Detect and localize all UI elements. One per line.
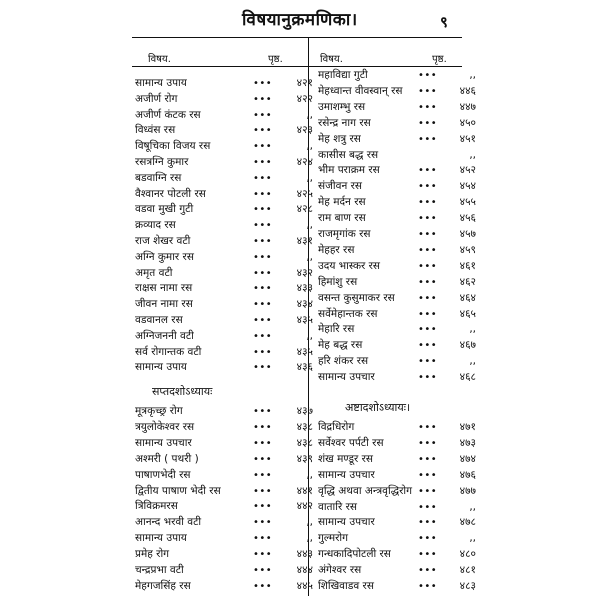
toc-entry-leader: ••• xyxy=(253,346,273,358)
toc-entry xyxy=(135,404,313,419)
left-col-subject-heading: विषय. xyxy=(148,54,171,65)
toc-entry-title: सामान्य उपचार xyxy=(318,516,375,529)
toc-entry xyxy=(135,547,313,562)
toc-entry-page: ४३२ xyxy=(296,266,313,279)
toc-entry-title: अग्निजननी वटी xyxy=(135,329,194,342)
toc-entry xyxy=(135,297,313,312)
toc-entry xyxy=(318,227,476,242)
toc-entry-leader: ••• xyxy=(418,453,438,465)
toc-entry-title: राक्षस नामा रस xyxy=(135,282,193,295)
toc-entry-title: सामान्य उपचार xyxy=(318,468,375,481)
toc-entry-page: ४५२ xyxy=(459,164,476,177)
toc-entry xyxy=(135,436,313,451)
toc-entry-title: रसत्रग्नि कुमार xyxy=(135,156,189,168)
toc-entry-title: गन्धकादिपोटली रस xyxy=(318,548,391,561)
toc-entry-title: राजमृगांक रस xyxy=(318,228,371,240)
toc-entry-leader: ••• xyxy=(418,356,438,368)
toc-entry-page: ४७७ xyxy=(459,484,476,497)
toc-entry xyxy=(318,291,476,306)
toc-entry-title: सामान्य उपाय xyxy=(135,361,187,374)
toc-entry xyxy=(318,579,476,594)
toc-entry-page: ४४५ xyxy=(296,579,313,592)
toc-entry xyxy=(135,281,313,296)
toc-entry xyxy=(135,563,313,578)
toc-entry xyxy=(318,452,476,467)
toc-entry xyxy=(318,307,476,322)
toc-entry-leader: ••• xyxy=(253,565,273,576)
toc-entry-leader: ••• xyxy=(418,565,438,577)
toc-entry-title: मेहहर रस xyxy=(318,243,355,256)
toc-entry xyxy=(135,329,313,344)
toc-entry-page: ४७६ xyxy=(459,468,476,481)
toc-entry xyxy=(135,531,313,546)
toc-entry-page: ४२२ xyxy=(296,92,313,105)
toc-entry-page: ४४४ xyxy=(296,564,313,576)
toc-entry-page: ४५१ xyxy=(459,132,476,145)
toc-entry-title: राम बाण रस xyxy=(318,212,366,225)
toc-entry-leader: ••• xyxy=(253,78,273,89)
toc-entry-page: ,, xyxy=(469,148,476,161)
toc-entry-title: सामान्य उपचार xyxy=(318,371,375,384)
toc-entry-leader: ••• xyxy=(418,181,438,193)
toc-entry-page: ४६८ xyxy=(459,371,476,384)
toc-entry-leader: ••• xyxy=(418,324,438,336)
toc-entry-title: हरि शंकर रस xyxy=(318,355,369,368)
toc-entry xyxy=(318,436,476,451)
toc-entry-leader: ••• xyxy=(253,549,273,561)
toc-entry-title: आनन्द भरवी वटी xyxy=(135,516,202,529)
toc-entry-leader: ••• xyxy=(253,125,273,137)
toc-entry-page: ४७४ xyxy=(459,452,476,465)
toc-entry-page: ४७३ xyxy=(459,436,476,449)
toc-entry-page: ४४२ xyxy=(296,500,313,513)
toc-entry-title: चन्द्रप्रभा वटी xyxy=(135,564,184,576)
toc-entry-leader: ••• xyxy=(418,260,438,272)
toc-entry-title: मेह बद्ध रस xyxy=(318,339,363,352)
toc-entry-leader: ••• xyxy=(253,453,273,465)
toc-entry-leader: ••• xyxy=(418,101,438,113)
toc-entry xyxy=(318,195,476,210)
toc-entry xyxy=(318,68,476,83)
toc-entry-page: ४५९ xyxy=(459,243,476,256)
toc-entry-leader: ••• xyxy=(253,236,273,247)
toc-entry-page: ४२४ xyxy=(296,156,313,168)
toc-entry xyxy=(135,108,313,123)
right-col-page-heading: पृष्ठ. xyxy=(432,54,447,65)
toc-entry-leader: ••• xyxy=(253,220,273,232)
toc-entry-leader: ••• xyxy=(418,340,438,352)
toc-entry xyxy=(135,218,313,233)
toc-entry-leader: ••• xyxy=(418,533,438,545)
toc-entry-leader: ••• xyxy=(418,117,438,129)
toc-entry xyxy=(135,452,313,467)
toc-entry-title: उमाशम्भु रस xyxy=(318,100,366,113)
toc-entry-leader: ••• xyxy=(418,501,438,513)
toc-entry-page: ४४६ xyxy=(459,84,476,97)
toc-entry xyxy=(135,313,313,328)
toc-entry-title: प्रमेह रोग xyxy=(135,548,170,561)
toc-entry xyxy=(318,370,476,385)
toc-entry-leader: ••• xyxy=(253,517,273,529)
toc-entry-title: अश्मरी ( पथरी ) xyxy=(135,452,199,465)
toc-entry-page: ४३१ xyxy=(296,235,313,247)
toc-entry-leader: ••• xyxy=(253,267,273,279)
toc-entry-page: ,, xyxy=(306,532,313,545)
toc-entry-page: ,, xyxy=(306,468,313,481)
toc-entry-leader: ••• xyxy=(418,85,438,97)
toc-entry xyxy=(318,179,476,194)
toc-entry xyxy=(318,163,476,178)
toc-entry-page: ४२५ xyxy=(296,187,313,200)
toc-entry-leader: ••• xyxy=(253,141,273,153)
toc-entry-leader: ••• xyxy=(253,283,273,295)
toc-entry-title: मेहगजसिंह रस xyxy=(135,579,191,592)
toc-entry-page: ४६४ xyxy=(459,291,476,304)
toc-entry-page: ४६१ xyxy=(459,259,476,272)
toc-entry-page: ४३७ xyxy=(296,405,313,417)
toc-entry xyxy=(135,171,313,186)
toc-entry xyxy=(318,116,476,131)
toc-entry-leader: ••• xyxy=(253,362,273,374)
toc-entry xyxy=(318,515,476,530)
toc-entry-page: ४२३ xyxy=(296,124,313,137)
toc-entry-leader: ••• xyxy=(253,485,273,497)
toc-entry-page: ४५५ xyxy=(459,196,476,209)
toc-entry-title: वैश्वानर पोटली रस xyxy=(135,187,206,200)
toc-entry-leader: ••• xyxy=(418,213,438,225)
toc-entry-page: ,, xyxy=(306,329,313,342)
toc-entry xyxy=(135,266,313,281)
toc-entry xyxy=(318,468,476,483)
toc-entry-page: ४४१ xyxy=(296,484,313,497)
toc-entry-page: ,, xyxy=(469,500,476,513)
toc-entry-title: सर्वेश्वर पर्पटी रस xyxy=(318,436,384,449)
toc-entry-page: ४३६ xyxy=(296,361,313,374)
toc-entry-title: पाषाणभेदी रस xyxy=(135,468,191,481)
toc-entry xyxy=(318,354,476,369)
toc-entry-leader: ••• xyxy=(253,299,273,311)
toc-entry-page: ४७८ xyxy=(459,516,476,529)
toc-entry-title: त्रयुलोकेश्वर रस xyxy=(135,420,195,433)
toc-entry-leader: ••• xyxy=(418,276,438,288)
toc-entry-leader: ••• xyxy=(253,204,273,216)
toc-entry xyxy=(135,187,313,202)
toc-entry-leader: ••• xyxy=(418,70,438,81)
toc-entry-title: विद्रधिरोग xyxy=(318,421,355,433)
toc-entry-leader: ••• xyxy=(253,406,273,417)
toc-entry-title: त्रिविक्रमरस xyxy=(135,500,178,513)
toc-entry-leader: ••• xyxy=(418,244,438,256)
toc-entry-leader: ••• xyxy=(253,109,273,121)
toc-entry xyxy=(135,123,313,138)
toc-entry-title: सर्वेमेहान्तक रस xyxy=(318,307,378,320)
toc-entry-leader: ••• xyxy=(418,197,438,209)
toc-entry-page: ४३९ xyxy=(296,452,313,465)
toc-entry-leader: ••• xyxy=(418,517,438,529)
toc-entry xyxy=(135,234,313,249)
toc-entry xyxy=(318,484,476,499)
toc-entry-title: बडवाग्नि रस xyxy=(135,171,182,184)
toc-entry xyxy=(318,100,476,115)
toc-entry xyxy=(318,500,476,515)
toc-entry-page: ४३३ xyxy=(296,282,313,295)
toc-entry xyxy=(135,499,313,514)
toc-entry-page: ४२८ xyxy=(296,203,313,216)
toc-entry-title: अजीर्ण कंटक रस xyxy=(135,108,201,121)
toc-entry-page: ४४३ xyxy=(296,548,313,561)
toc-entry-leader: ••• xyxy=(418,437,438,449)
toc-entry-title: महाविद्या गुटी xyxy=(318,69,368,81)
toc-entry-page: ४३५ xyxy=(296,345,313,358)
page-number: ९ xyxy=(440,13,448,31)
toc-entry-title: शंख मण्डूर रस xyxy=(318,452,373,465)
toc-entry-title: मूत्रकृच्छ्र रोग xyxy=(135,405,183,417)
toc-entry xyxy=(135,202,313,217)
toc-entry-title: मेह मर्दन रस xyxy=(318,196,366,209)
toc-entry-page: ४३४ xyxy=(296,298,313,311)
toc-entry-page: ४६५ xyxy=(459,307,476,320)
toc-entry-page: ४८० xyxy=(459,548,476,561)
toc-entry xyxy=(135,250,313,265)
toc-entry xyxy=(318,259,476,274)
toc-entry-page: ४३८ xyxy=(296,420,313,433)
toc-entry xyxy=(135,579,313,594)
toc-entry-title: जीवन नामा रस xyxy=(135,298,193,311)
toc-entry-page: ४४७ xyxy=(459,100,476,113)
toc-entry xyxy=(135,76,313,91)
left-col-page-heading: पृष्ठ. xyxy=(268,54,283,65)
toc-entry-page: ४८३ xyxy=(459,580,476,592)
toc-entry-title: वृद्धि अथवा अन्त्रवृद्धिरोग xyxy=(318,484,413,497)
toc-entry-title: विषूचिका विजय रस xyxy=(135,140,211,153)
toc-entry-page: ,, xyxy=(306,250,313,263)
toc-entry xyxy=(318,243,476,258)
toc-entry-title: कासीस बद्ध रस xyxy=(318,148,379,161)
toc-entry-page: ,, xyxy=(306,108,313,121)
toc-entry-page: ,, xyxy=(306,219,313,232)
toc-entry-leader: ••• xyxy=(253,330,273,342)
toc-entry-title: मेहारि रस xyxy=(318,323,355,336)
toc-entry-leader: ••• xyxy=(253,93,273,105)
toc-entry-title: वातारि रस xyxy=(318,500,358,513)
left-section-heading: सप्तदशोऽध्यायः xyxy=(152,385,213,398)
toc-entry xyxy=(135,420,313,435)
toc-entry xyxy=(318,275,476,290)
toc-entry-page: ४८१ xyxy=(459,564,476,577)
toc-entry-leader: ••• xyxy=(418,372,438,384)
page-title: विषयानुक्रमणिका। xyxy=(242,10,358,30)
toc-entry-title: क्रव्याद रस xyxy=(135,219,176,232)
toc-entry-title: अजीर्ण रोग xyxy=(135,92,178,105)
toc-entry-leader: ••• xyxy=(418,581,438,592)
toc-entry xyxy=(135,345,313,360)
toc-entry xyxy=(135,484,313,499)
toc-entry-page: ,, xyxy=(306,140,313,153)
toc-entry-title: भीम पराक्रम रस xyxy=(318,164,380,177)
toc-entry-page: ४५७ xyxy=(459,228,476,240)
toc-entry-leader: ••• xyxy=(253,421,273,433)
toc-entry-leader: ••• xyxy=(253,315,273,326)
toc-entry-page: ४५४ xyxy=(459,180,476,193)
toc-entry-title: अग्नि कुमार रस xyxy=(135,250,194,263)
toc-entry-leader: ••• xyxy=(418,292,438,304)
toc-entry-leader: ••• xyxy=(418,308,438,320)
toc-entry-page: ४७१ xyxy=(459,421,476,433)
toc-entry-leader: ••• xyxy=(418,229,438,240)
top-rule xyxy=(132,37,462,38)
toc-entry-title: विध्वंस रस xyxy=(135,124,176,137)
toc-entry xyxy=(318,547,476,562)
toc-entry-leader: ••• xyxy=(253,437,273,449)
toc-entry xyxy=(135,139,313,154)
toc-entry-title: राज शेखर वटी xyxy=(135,235,191,247)
toc-entry-title: शिखिवाडव रस xyxy=(318,580,374,592)
toc-entry-leader: ••• xyxy=(253,157,273,168)
toc-entry-page: ४५६ xyxy=(459,212,476,225)
toc-entry-title: हिमांशु रस xyxy=(318,275,358,288)
toc-entry-title: वडवानल रस xyxy=(135,314,183,326)
toc-entry-leader: ••• xyxy=(253,188,273,200)
toc-entry xyxy=(135,360,313,375)
toc-entry-title: वसन्त कुसुमाकर रस xyxy=(318,291,395,304)
toc-entry-title: रसेन्द्र नाग रस xyxy=(318,116,371,129)
toc-entry-leader: ••• xyxy=(253,251,273,263)
toc-entry-page: ४५० xyxy=(459,116,476,129)
toc-entry xyxy=(318,148,476,163)
toc-entry-title: सर्व रोगान्तक वटी xyxy=(135,345,202,358)
toc-entry-leader: ••• xyxy=(418,165,438,177)
toc-entry xyxy=(135,468,313,483)
right-col-subject-heading: विषय. xyxy=(320,54,343,65)
toc-entry xyxy=(318,84,476,99)
toc-entry-page: ,, xyxy=(469,323,476,336)
toc-entry xyxy=(318,132,476,147)
toc-entry-title: अमृत वटी xyxy=(135,266,173,279)
toc-entry-title: मेहध्वान्त वीवस्वान् रस xyxy=(318,84,403,97)
toc-entry-leader: ••• xyxy=(418,485,438,497)
toc-entry-leader: ••• xyxy=(418,549,438,561)
toc-entry-page: ,, xyxy=(306,171,313,184)
toc-entry xyxy=(318,338,476,353)
toc-entry-page: ,, xyxy=(469,532,476,545)
toc-entry-leader: ••• xyxy=(253,533,273,545)
header-rule xyxy=(132,66,462,67)
toc-entry-page: ,, xyxy=(469,69,476,81)
toc-entry xyxy=(135,92,313,107)
toc-entry-title: उदय भास्कर रस xyxy=(318,259,381,272)
right-section-heading: अष्टादशोऽध्यायः। xyxy=(345,401,411,414)
toc-entry-title: सामान्य उपाय xyxy=(135,532,187,545)
toc-entry xyxy=(318,563,476,578)
toc-entry-title: संजीवन रस xyxy=(318,180,363,193)
toc-entry xyxy=(135,515,313,530)
toc-entry-title: गुल्मरोग xyxy=(318,532,349,545)
toc-entry-leader: ••• xyxy=(253,469,273,481)
toc-entry xyxy=(318,531,476,546)
toc-entry-title: सामान्य उपाय xyxy=(135,77,187,89)
toc-entry-leader: ••• xyxy=(253,172,273,184)
toc-entry-page: ४६२ xyxy=(459,275,476,288)
toc-entry-title: मेह शत्रु रस xyxy=(318,132,361,145)
toc-entry-title: द्वितीय पाषाण भेदी रस xyxy=(135,484,221,497)
toc-entry-page: ,, xyxy=(306,516,313,529)
toc-entry-page: ४३५ xyxy=(296,314,313,326)
toc-entry-leader: ••• xyxy=(253,580,273,592)
toc-entry-page: ,, xyxy=(469,355,476,368)
toc-entry-leader: ••• xyxy=(418,469,438,481)
toc-entry-page: ४३८ xyxy=(296,436,313,449)
toc-entry-leader: ••• xyxy=(418,133,438,145)
toc-entry-title: सामान्य उपचार xyxy=(135,436,192,449)
toc-entry-title: वडवा मुखी गुटी xyxy=(135,203,194,216)
toc-entry xyxy=(318,420,476,435)
toc-entry xyxy=(135,155,313,170)
toc-entry-page: ४२१ xyxy=(296,77,313,89)
toc-entry-title: अंगेश्वर रस xyxy=(318,564,362,577)
toc-entry xyxy=(318,211,476,226)
toc-entry xyxy=(318,322,476,337)
toc-entry-page: ४६७ xyxy=(459,339,476,352)
toc-entry-leader: ••• xyxy=(253,501,273,513)
toc-entry-leader: ••• xyxy=(418,422,438,433)
